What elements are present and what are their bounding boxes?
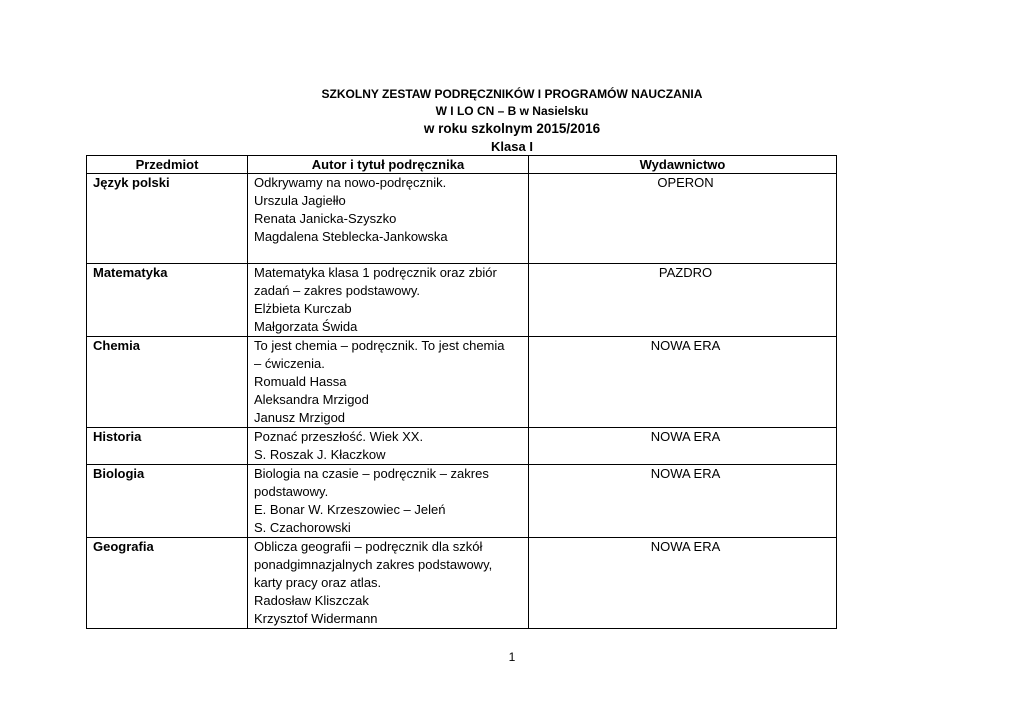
author-title-cell (248, 465, 529, 538)
publisher-name: OPERON (657, 175, 714, 190)
subject-name: Matematyka (93, 265, 168, 280)
author-title-line: E. Bonar W. Krzeszowiec – Jeleń (254, 502, 446, 517)
author-title-line: Matematyka klasa 1 podręcznik oraz zbiór (254, 265, 497, 280)
page-number: 1 (508, 650, 516, 664)
author-title-line: Biologia na czasie – podręcznik – zakres (254, 466, 489, 481)
author-title-line: Oblicza geografii – podręcznik dla szkół (254, 539, 483, 554)
publisher-name: PAZDRO (658, 265, 713, 280)
author-title-line: Magdalena Steblecka-Jankowska (254, 229, 448, 244)
author-title-line: Poznać przeszłość. Wiek XX. (254, 429, 424, 444)
table-row (87, 465, 837, 538)
column-header-subject: Przedmiot (87, 156, 248, 174)
author-title-line: zadań – zakres podstawowy. (254, 283, 420, 298)
column-header-publisher: Wydawnictwo (529, 156, 837, 174)
author-title-line: podstawowy. (254, 484, 329, 499)
author-title-line: ponadgimnazjalnych zakres podstawowy, (254, 557, 493, 572)
publisher-cell (529, 538, 837, 629)
publisher-cell (529, 428, 837, 465)
table-row (87, 538, 837, 629)
publisher-cell (529, 465, 837, 538)
subject-name: Język polski (93, 175, 170, 190)
author-title-line: Krzysztof Widermann (254, 611, 378, 626)
publisher-name: NOWA ERA (650, 466, 721, 481)
author-title-line: – ćwiczenia. (254, 356, 325, 371)
publisher-cell (529, 337, 837, 428)
subject-name: Chemia (93, 338, 140, 353)
author-title-line: S. Czachorowski (254, 520, 351, 535)
publisher-cell (529, 174, 837, 264)
author-title-line: S. Roszak J. Kłaczkow (254, 447, 386, 462)
subject-cell (87, 465, 248, 538)
school-year: w roku szkolnym 2015/2016 (423, 121, 601, 136)
author-title-cell (248, 337, 529, 428)
author-title-line: Aleksandra Mrzigod (254, 392, 369, 407)
author-title-line: Odkrywamy na nowo-podręcznik. (254, 175, 447, 190)
subject-cell (87, 337, 248, 428)
subject-name: Geografia (93, 539, 154, 554)
author-title-line: To jest chemia – podręcznik. To jest chemia (254, 338, 505, 353)
table-row (87, 337, 837, 428)
school-name: W I LO CN – B w Nasielsku (435, 104, 589, 118)
table-header-row (87, 156, 837, 174)
author-title-line: Janusz Mrzigod (254, 410, 346, 425)
subject-cell (87, 264, 248, 337)
table-row (87, 428, 837, 465)
publisher-cell (529, 264, 837, 337)
subject-name: Biologia (93, 466, 145, 481)
document-title: SZKOLNY ZESTAW PODRĘCZNIKÓW I PROGRAMÓW NAUCZANIA (321, 87, 703, 101)
table-row (87, 174, 837, 264)
publisher-name: NOWA ERA (650, 429, 721, 444)
author-title-line: karty pracy oraz atlas. (254, 575, 382, 590)
author-title-line: Radosław Kliszczak (254, 593, 369, 608)
author-title-cell (248, 264, 529, 337)
subject-cell (87, 174, 248, 264)
subject-cell (87, 538, 248, 629)
author-title-line: Renata Janicka-Szyszko (254, 211, 397, 226)
column-header-author-title: Autor i tytuł podręcznika (248, 156, 529, 174)
publisher-name: NOWA ERA (650, 338, 721, 353)
textbook-table (86, 155, 837, 629)
subject-cell (87, 428, 248, 465)
author-title-line: Romuald Hassa (254, 374, 347, 389)
author-title-cell (248, 428, 529, 465)
author-title-line: Małgorzata Świda (254, 319, 358, 334)
subject-name: Historia (93, 429, 142, 444)
author-title-cell (248, 538, 529, 629)
publisher-name: NOWA ERA (650, 539, 721, 554)
author-title-line: Urszula Jagiełło (254, 193, 346, 208)
class-level: Klasa I (491, 139, 533, 154)
table-row (87, 264, 837, 337)
author-title-line: Elżbieta Kurczab (254, 301, 352, 316)
author-title-cell (248, 174, 529, 264)
